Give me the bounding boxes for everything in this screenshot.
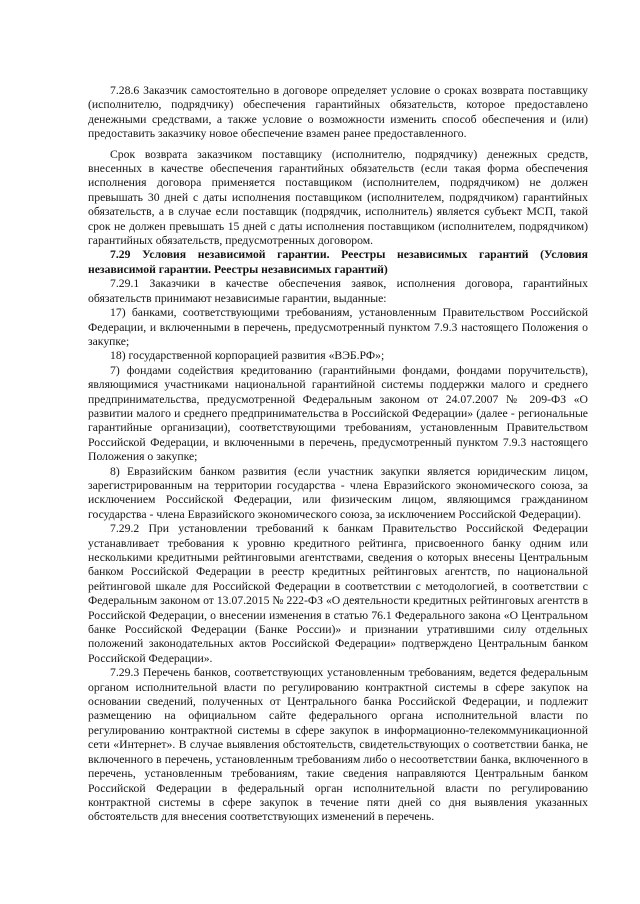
- paragraph-7-29-1: 7.29.1 Заказчики в качестве обеспечения заявок, исполнения договора, гарантийных обязательств принимают независимые гарантии, выданные:: [88, 277, 588, 305]
- paragraph-return-term: Срок возврата заказчиком поставщику (исполнителю, подрядчику) денежных средств, внесенных в качестве обеспечения гарантийных обязательств (если такая форма обеспечения исполнения договора применяется поставщиком (исполнителем, подрядчиком) не должен превышать 30 дней с даты исполнения поставщиком (исполнителем, подрядчиком) гарантийных обязательств, а в случае если поставщик (подрядчик, исполнитель) является субъект МСП, такой срок не должен превышать 15 дней с даты исполнения поставщиком (исполнителем, подрядчиком) гарантийных обязательств, предусмотренных договором.: [88, 147, 588, 248]
- section-heading-7-29: 7.29 Условия независимой гарантии. Реестры независимых гарантий (Условия независимой гарантии. Реестры независимых гарантий): [88, 248, 588, 276]
- list-item-8: 8) Евразийским банком развития (если участник закупки является юридическим лицом, зарегистрированным на территории государства - члена Евразийского экономического союза, за исключением Российской Федерации, или физическим лицом, являющимся гражданином государства - члена Евразийского экономического союза, за исключением Российской Федерации).: [88, 464, 588, 521]
- paragraph-7-28-6: 7.28.6 Заказчик самостоятельно в договоре определяет условие о сроках возврата поставщику (исполнителю, подрядчику) обеспечения гарантийных обязательств, которое предоставлено денежными средствами, а также условие о возможности изменить способ обеспечения и (или) предоставить заказчику новое обеспечение взамен ранее предоставленного.: [88, 84, 588, 141]
- list-item-7: 7) фондами содействия кредитованию (гарантийными фондами, фондами поручительств), являющимися участниками национальной гарантийной системы поддержки малого и среднего предпринимательства, предусмотренной Федеральным законом от 24.07.2007 № 209-ФЗ «О развитии малого и среднего предпринимательства в Российской Федерации» (далее - региональные гарантийные организации), соответствующими требованиям, установленным Правительством Российской Федерации, и включенными в перечень, предусмотренный пунктом 7.9.3 настоящего Положения о закупке;: [88, 363, 588, 464]
- document-body: [88, 84, 588, 825]
- list-item-17: 17) банками, соответствующими требованиям, установленным Правительством Российской Федерации, и включенными в перечень, предусмотренный пунктом 7.9.3 настоящего Положения о закупке;: [88, 306, 588, 348]
- paragraph-7-29-2: 7.29.2 При установлении требований к банкам Правительство Российской Федерации устанавливает требования к уровню кредитного рейтинга, присвоенного банку одним или несколькими кредитными рейтинговыми агентствами, сведения о которых внесены Центральным банком Российской Федерации в реестр кредитных рейтинговых агентств, по национальной рейтинговой шкале для Российской Федерации в соответствии с методологией, в соответствии с Федеральным законом от 13.07.2015 № 222-ФЗ «О деятельности кредитных рейтинговых агентств в Российской Федерации, о внесении изменения в статью 76.1 Федерального закона «О Центральном банке Российской Федерации (Банке России)» и признании утратившими силу отдельных положений законодательных актов Российской Федерации» подтверждено Центральным банком Российской Федерации».: [88, 522, 588, 665]
- paragraph-7-29-3: 7.29.3 Перечень банков, соответствующих установленным требованиям, ведется федеральным органом исполнительной власти по регулированию контрактной системы в сфере закупок на основании сведений, полученных от Центрального банка Российской Федерации, и подлежит размещению на официальном сайте федерального органа исполнительной власти по регулированию контрактной системы в сфере закупок в информационно-телекоммуникационной сети «Интернет». В случае выявления обстоятельств, свидетельствующих о соответствии банка, не включенного в перечень, установленным требованиям либо о несоответствии банка, включенного в перечень, установленным требованиям, такие сведения направляются Центральным банком Российской Федерации в федеральный орган исполнительной власти по регулированию контрактной системы в сфере закупок в течение пяти дней со дня выявления указанных обстоятельств для внесения соответствующих изменений в перечень.: [88, 666, 588, 824]
- list-item-18: 18) государственной корпорацией развития «ВЭБ.РФ»;: [110, 349, 385, 363]
